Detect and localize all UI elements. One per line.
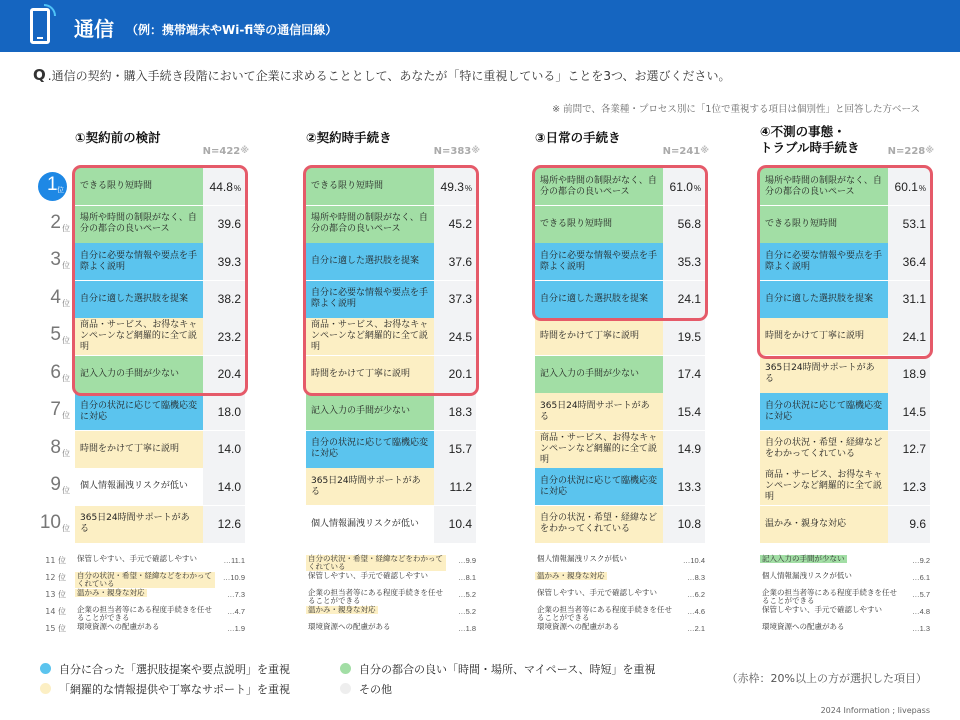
item-label: 自分の状況に応じて臨機応変に対応 bbox=[760, 393, 888, 430]
minor-item-value: …4.7 bbox=[227, 607, 245, 616]
item-label: できる限り短時間 bbox=[760, 206, 888, 243]
column-title: ④不測の事態・ トラブル時手続き bbox=[760, 124, 860, 155]
minor-rank-label: 15 位 bbox=[45, 624, 66, 633]
item-value: 20.1 bbox=[434, 356, 476, 393]
minor-item-value: …1.3 bbox=[912, 624, 930, 633]
percent-unit: % bbox=[693, 183, 701, 193]
minor-item-label: 個人情報漏洩リスクが低い bbox=[537, 554, 627, 563]
rank-suffix: 位 bbox=[62, 298, 70, 308]
ranking-row bbox=[760, 506, 932, 543]
item-value: 14.0 bbox=[203, 431, 245, 468]
minor-item bbox=[306, 606, 478, 619]
signal-wave-icon bbox=[44, 4, 56, 16]
minor-item-label: 温かみ・親身な対応 bbox=[77, 588, 145, 597]
item-value: 17.4 bbox=[663, 356, 705, 393]
legend-item-green bbox=[340, 661, 656, 677]
item-label: 時間をかけて丁寧に説明 bbox=[75, 431, 203, 468]
minor-item bbox=[306, 588, 478, 605]
minor-item bbox=[75, 623, 247, 636]
ranking-row bbox=[306, 506, 478, 543]
minor-item-value: …5.2 bbox=[458, 590, 476, 599]
minor-item bbox=[306, 623, 478, 636]
rank-label bbox=[36, 168, 72, 205]
item-label: 時間をかけて丁寧に説明 bbox=[760, 318, 888, 355]
minor-item-value: …9.9 bbox=[458, 556, 476, 565]
minor-item-value: …5.7 bbox=[912, 590, 930, 599]
percent-unit: % bbox=[233, 183, 241, 193]
item-value: 23.2 bbox=[203, 318, 245, 355]
minor-item bbox=[535, 623, 707, 636]
minor-item bbox=[75, 555, 247, 568]
minor-item-label: 環境資源への配慮がある bbox=[537, 622, 620, 631]
minor-item bbox=[75, 589, 247, 602]
ranking-row bbox=[75, 506, 247, 543]
item-value: 12.3 bbox=[888, 468, 930, 505]
item-value: 19.5 bbox=[663, 318, 705, 355]
rank-number: 4 bbox=[50, 286, 61, 308]
item-label: 温かみ・親身な対応 bbox=[760, 506, 888, 543]
page-title: 通信 bbox=[74, 17, 114, 41]
minor-item-value: …1.9 bbox=[227, 624, 245, 633]
item-label: 自分に適した選択肢を提案 bbox=[760, 281, 888, 318]
minor-item-label: 保管しやすい、手元で確認しやすい bbox=[762, 605, 882, 614]
item-value: 15.7 bbox=[434, 431, 476, 468]
item-value: 35.3 bbox=[663, 243, 705, 280]
item-value: 45.2 bbox=[434, 206, 476, 243]
item-value: 38.2 bbox=[203, 281, 245, 318]
ranking-row bbox=[306, 468, 478, 505]
percent-unit: % bbox=[464, 183, 472, 193]
item-label: できる限り短時間 bbox=[306, 168, 434, 205]
rank-suffix: 位 bbox=[62, 448, 70, 458]
item-label: 自分に適した選択肢を提案 bbox=[306, 243, 434, 280]
ranking-row bbox=[75, 431, 247, 468]
rank-number: 6 bbox=[50, 361, 61, 383]
legend-label: 自分の都合の良い「時間・場所、マイペース、時短」を重視 bbox=[359, 663, 656, 676]
minor-item-label: 環境資源への配慮がある bbox=[308, 622, 391, 631]
column-title: ①契約前の検討 bbox=[75, 130, 161, 145]
sample-size-mark: ※ bbox=[471, 146, 480, 156]
minor-item-label: 企業の担当者等にある程度手続きを任せることができる bbox=[762, 588, 897, 605]
question-text bbox=[33, 66, 731, 84]
rank-suffix: 位 bbox=[62, 223, 70, 233]
sample-size-mark: ※ bbox=[925, 146, 934, 156]
ranking-column bbox=[306, 120, 486, 650]
item-value: 14.5 bbox=[888, 393, 930, 430]
item-value: 53.1 bbox=[888, 206, 930, 243]
ranking-column bbox=[535, 120, 715, 650]
minor-rank-label: 12 位 bbox=[45, 573, 66, 582]
item-value: 18.3 bbox=[434, 393, 476, 430]
minor-item bbox=[535, 589, 707, 602]
rank-label bbox=[36, 281, 72, 318]
gray-dot-icon bbox=[340, 683, 351, 694]
rank-suffix: 位 bbox=[62, 486, 70, 495]
minor-item-label: 保管しやすい、手元で確認しやすい bbox=[537, 588, 657, 597]
item-label: 自分に適した選択肢を提案 bbox=[75, 281, 203, 318]
minor-item-label: 自分の状況・希望・経緯などをわかってくれている bbox=[75, 572, 215, 588]
item-label: 場所や時間の制限がなく、自分の都合の良いペース bbox=[535, 168, 663, 205]
sample-size: N=228※ bbox=[887, 146, 934, 157]
ranking-row bbox=[535, 356, 707, 393]
rank-label bbox=[36, 243, 72, 280]
item-label: 個人情報漏洩リスクが低い bbox=[75, 468, 203, 505]
item-label: 自分の状況に応じて臨機応変に対応 bbox=[535, 468, 663, 505]
sample-size-mark: ※ bbox=[240, 146, 249, 156]
rank-suffix: 位 bbox=[62, 523, 70, 533]
item-label: 記入入力の手間が少ない bbox=[306, 393, 434, 430]
question-body: .通信の契約・購入手続き段階において企業に求めることとして、あなたが「特に重視している」ことを3つ、お選びください。 bbox=[47, 69, 731, 83]
ranking-row bbox=[760, 468, 932, 505]
header-bar bbox=[0, 0, 960, 52]
item-value: 14.0 bbox=[203, 468, 245, 505]
item-label: 自分に必要な情報や要点を手際よく説明 bbox=[75, 243, 203, 280]
item-label: 場所や時間の制限がなく、自分の都合の良いペース bbox=[75, 206, 203, 243]
rank-label bbox=[36, 393, 72, 430]
minor-rank-label: 14 位 bbox=[45, 607, 66, 616]
item-label: 自分に必要な情報や要点を手際よく説明 bbox=[535, 243, 663, 280]
minor-item-value: …10.9 bbox=[222, 573, 245, 582]
ranking-row bbox=[75, 393, 247, 430]
legend-label: 自分に合った「選択肢提案や要点説明」を重視 bbox=[59, 663, 290, 676]
yellow-dot-icon bbox=[40, 683, 51, 694]
item-value: 24.1 bbox=[663, 281, 705, 318]
item-value: 18.9 bbox=[888, 356, 930, 393]
rank-number: 8 bbox=[50, 436, 61, 458]
item-value: 20.4 bbox=[203, 356, 245, 393]
item-value: 10.4 bbox=[434, 506, 476, 543]
rank-suffix: 位 bbox=[57, 186, 64, 194]
item-label: 個人情報漏洩リスクが低い bbox=[306, 506, 434, 543]
minor-item-label: 環境資源への配慮がある bbox=[762, 622, 845, 631]
item-value: 37.3 bbox=[434, 281, 476, 318]
ranking-column bbox=[760, 120, 940, 650]
item-label: 商品・サービス、お得なキャンペーンなど網羅的に全て説明 bbox=[760, 468, 888, 505]
minor-item bbox=[760, 572, 932, 585]
minor-item-label: 保管しやすい、手元で確認しやすい bbox=[308, 571, 428, 580]
ranking-row bbox=[760, 356, 932, 393]
rank-number: 10 bbox=[39, 511, 61, 533]
rank-number: 7 bbox=[50, 399, 61, 420]
rank-number: 2 bbox=[50, 211, 61, 233]
rank-number: 9 bbox=[50, 474, 61, 495]
ranking-row bbox=[760, 393, 932, 430]
minor-item-value: …1.8 bbox=[458, 624, 476, 633]
minor-rank-label: 11 位 bbox=[45, 556, 66, 565]
rank-label bbox=[36, 431, 72, 468]
minor-item-label: 記入入力の手間が少ない bbox=[762, 554, 845, 563]
ranking-row bbox=[306, 393, 478, 430]
item-label: 商品・サービス、お得なキャンペーンなど網羅的に全て説明 bbox=[535, 431, 663, 468]
minor-item-label: 保管しやすい、手元で確認しやすい bbox=[77, 554, 197, 563]
item-value: 11.2 bbox=[434, 468, 476, 505]
rank-number: 1 bbox=[47, 174, 58, 195]
column-title: ②契約時手続き bbox=[306, 130, 392, 145]
base-note: ※ 前問で、各業種・プロセス別に「1位で重視する項目は個別性」と回答した方ベース bbox=[552, 104, 920, 115]
rank-label bbox=[36, 206, 72, 243]
minor-item bbox=[306, 554, 478, 571]
minor-item-value: …2.1 bbox=[687, 624, 705, 633]
question-mark: Q bbox=[33, 66, 46, 84]
item-value: 60.1 % bbox=[888, 168, 930, 205]
item-value: 24.5 bbox=[434, 318, 476, 355]
item-value: 49.3 % bbox=[434, 168, 476, 205]
item-value: 9.6 bbox=[888, 506, 930, 543]
item-value: 15.4 bbox=[663, 393, 705, 430]
blue-dot-icon bbox=[40, 663, 51, 674]
item-value: 18.0 bbox=[203, 393, 245, 430]
column-title: ③日常の手続き bbox=[535, 130, 621, 145]
legend-item-other bbox=[340, 681, 392, 697]
item-value: 31.1 bbox=[888, 281, 930, 318]
item-value: 24.1 bbox=[888, 318, 930, 355]
item-value: 39.3 bbox=[203, 243, 245, 280]
ranking-row bbox=[535, 393, 707, 430]
frame-note: （赤枠：20%以上の方が選択した項目） bbox=[726, 672, 927, 685]
minor-item-value: …7.3 bbox=[227, 590, 245, 599]
legend-item-yellow bbox=[40, 681, 290, 697]
minor-item-label: 環境資源への配慮がある bbox=[77, 622, 160, 631]
rank-number: 3 bbox=[50, 249, 61, 270]
minor-item-value: …4.8 bbox=[912, 607, 930, 616]
minor-item-label: 自分の状況・希望・経緯などをわかってくれている bbox=[306, 555, 446, 571]
item-value: 12.6 bbox=[203, 506, 245, 543]
minor-item-value: …8.3 bbox=[687, 573, 705, 582]
item-value: 12.7 bbox=[888, 431, 930, 468]
ranking-row bbox=[760, 431, 932, 468]
rank-label bbox=[36, 506, 72, 543]
minor-item-value: …6.1 bbox=[912, 573, 930, 582]
minor-item bbox=[760, 555, 932, 568]
minor-item bbox=[535, 555, 707, 568]
minor-item-label: 個人情報漏洩リスクが低い bbox=[762, 571, 852, 580]
minor-item-label: 企業の担当者等にある程度手続きを任せることができる bbox=[77, 605, 212, 622]
ranking-row bbox=[75, 468, 247, 505]
legend-label: その他 bbox=[359, 683, 392, 696]
item-value: 56.8 bbox=[663, 206, 705, 243]
sample-size: N=241※ bbox=[662, 146, 709, 157]
rank-label bbox=[36, 318, 72, 355]
item-label: 記入入力の手間が少ない bbox=[535, 356, 663, 393]
item-value: 13.3 bbox=[663, 468, 705, 505]
minor-item bbox=[75, 571, 247, 588]
highlight-frame bbox=[757, 165, 933, 359]
ranking-column bbox=[75, 120, 255, 650]
item-value: 37.6 bbox=[434, 243, 476, 280]
item-label: できる限り短時間 bbox=[535, 206, 663, 243]
minor-item-value: …11.1 bbox=[223, 556, 245, 565]
item-label: 自分の状況に応じて臨機応変に対応 bbox=[306, 431, 434, 468]
rank-suffix: 位 bbox=[62, 411, 70, 420]
item-label: 場所や時間の制限がなく、自分の都合の良いペース bbox=[760, 168, 888, 205]
item-label: 時間をかけて丁寧に説明 bbox=[306, 356, 434, 393]
minor-item bbox=[535, 572, 707, 585]
sample-size: N=383※ bbox=[433, 146, 480, 157]
rank-suffix: 位 bbox=[62, 261, 70, 270]
minor-item-label: 温かみ・親身な対応 bbox=[308, 605, 376, 614]
minor-item-value: …8.1 bbox=[458, 573, 476, 582]
item-label: 場所や時間の制限がなく、自分の都合の良いペース bbox=[306, 206, 434, 243]
minor-item-value: …6.2 bbox=[687, 590, 705, 599]
item-label: 商品・サービス、お得なキャンペーンなど網羅的に全て説明 bbox=[306, 318, 434, 355]
ranking-row bbox=[535, 506, 707, 543]
item-label: 365日24時間サポートがある bbox=[760, 356, 888, 393]
minor-item-value: …9.2 bbox=[912, 556, 930, 565]
rank-suffix: 位 bbox=[62, 373, 70, 383]
item-label: 自分の状況に応じて臨機応変に対応 bbox=[75, 393, 203, 430]
green-dot-icon bbox=[340, 663, 351, 674]
item-label: 記入入力の手間が少ない bbox=[75, 356, 203, 393]
minor-item-value: …4.6 bbox=[687, 607, 705, 616]
item-label: 365日24時間サポートがある bbox=[306, 468, 434, 505]
item-value: 39.6 bbox=[203, 206, 245, 243]
minor-item bbox=[760, 588, 932, 605]
item-label: 自分の状況・希望・経緯などをわかってくれている bbox=[535, 506, 663, 543]
percent-unit: % bbox=[918, 183, 926, 193]
item-value: 36.4 bbox=[888, 243, 930, 280]
item-label: 商品・サービス、お得なキャンペーンなど網羅的に全て説明 bbox=[75, 318, 203, 355]
sample-size-mark: ※ bbox=[700, 146, 709, 156]
item-label: 365日24時間サポートがある bbox=[535, 393, 663, 430]
page-subtitle: （例：携帯端末やWi-fi等の通信回線） bbox=[126, 23, 338, 37]
item-value: 10.8 bbox=[663, 506, 705, 543]
ranking-row bbox=[535, 318, 707, 355]
highlight-frame bbox=[72, 165, 248, 396]
rank-suffix: 位 bbox=[62, 336, 70, 345]
footer-credit: 2024 Information ; livepass bbox=[820, 706, 930, 715]
minor-item-value: …10.4 bbox=[682, 556, 705, 565]
rank-label bbox=[36, 356, 72, 393]
highlight-frame bbox=[303, 165, 479, 396]
highlight-frame bbox=[532, 165, 708, 321]
item-value: 61.0 % bbox=[663, 168, 705, 205]
minor-item bbox=[306, 572, 478, 585]
item-label: 365日24時間サポートがある bbox=[75, 506, 203, 543]
item-label: 時間をかけて丁寧に説明 bbox=[535, 318, 663, 355]
ranking-row bbox=[535, 431, 707, 468]
minor-item-label: 温かみ・親身な対応 bbox=[537, 571, 605, 580]
legend-item-blue bbox=[40, 661, 290, 677]
item-label: できる限り短時間 bbox=[75, 168, 203, 205]
item-label: 自分の状況・希望・経緯などをわかってくれている bbox=[760, 431, 888, 468]
sample-size: N=422※ bbox=[202, 146, 249, 157]
item-label: 自分に必要な情報や要点を手際よく説明 bbox=[306, 281, 434, 318]
item-label: 自分に適した選択肢を提案 bbox=[535, 281, 663, 318]
minor-item-label: 企業の担当者等にある程度手続きを任せることができる bbox=[308, 588, 443, 605]
minor-item bbox=[75, 605, 247, 622]
rank-number: 5 bbox=[50, 324, 61, 345]
minor-item-value: …5.2 bbox=[458, 607, 476, 616]
minor-item bbox=[760, 623, 932, 636]
minor-rank-label: 13 位 bbox=[45, 590, 66, 599]
minor-item bbox=[535, 605, 707, 622]
legend-label: 「網羅的な情報提供や丁寧なサポート」を重視 bbox=[59, 683, 290, 696]
ranking-row bbox=[535, 468, 707, 505]
minor-item-label: 企業の担当者等にある程度手続きを任せることができる bbox=[537, 605, 672, 622]
item-value: 44.8 % bbox=[203, 168, 245, 205]
rank-label bbox=[36, 468, 72, 505]
minor-item bbox=[760, 606, 932, 619]
item-label: 自分に必要な情報や要点を手際よく説明 bbox=[760, 243, 888, 280]
ranking-row bbox=[306, 431, 478, 468]
item-value: 14.9 bbox=[663, 431, 705, 468]
